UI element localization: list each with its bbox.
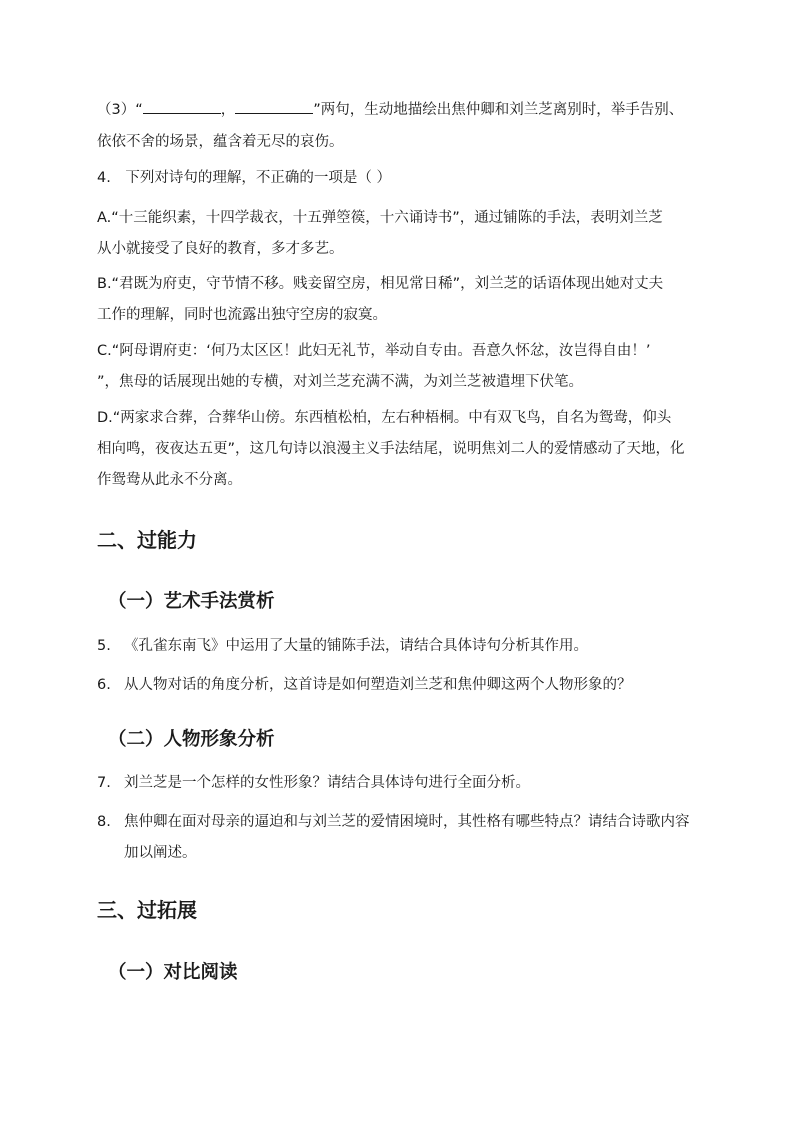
- q3-blank-2[interactable]: [235, 99, 313, 114]
- q8: [97, 812, 697, 832]
- section-2-sub-2-heading: （二）人物形象分析: [108, 729, 275, 750]
- q3-line2: 依依不舍的场景，蕴含着无尽的哀伤。: [97, 134, 344, 150]
- q6-number: 6.: [97, 677, 111, 693]
- q4-option-d-line2: 相向鸣，夜夜达五更”，这几句诗以浪漫主义手法结尾，说明焦刘二人的爱情感动了天地，化: [97, 441, 685, 457]
- q3-blank-1[interactable]: [143, 99, 221, 114]
- q5-number: 5.: [97, 638, 111, 654]
- q4-option-b-line2: 工作的理解，同时也流露出独守空房的寂寞。: [97, 307, 387, 323]
- q4-option-a-line2: 从小就接受了良好的教育，多才多艺。: [97, 241, 344, 257]
- q8-text-line1: 焦仲卿在面对母亲的逼迫和与刘兰芝的爱情困境时，其性格有哪些特点？请结合诗歌内容: [124, 814, 690, 830]
- q4-option-d-line1: D.“两家求合葬，合葬华山傍。东西植松柏，左右种梧桐。中有双飞鸟，自名为鸳鸯，仰头: [97, 410, 672, 426]
- section-3-heading: 三、过拓展: [97, 898, 197, 922]
- q4-option-b-line1: B.“君既为府吏，守节情不移。贱妾留空房，相见常日稀”，刘兰芝的话语体现出她对丈夫: [97, 276, 664, 292]
- q7-number: 7.: [97, 775, 111, 791]
- q4-option-c-line2: ”，焦母的话展现出她的专横，对刘兰芝充满不满，为刘兰芝被遣埋下伏笔。: [97, 374, 584, 390]
- q7-text: 刘兰芝是一个怎样的女性形象？请结合具体诗句进行全面分析。: [124, 775, 530, 791]
- q7: [97, 773, 697, 793]
- q6: [97, 675, 697, 695]
- q5: [97, 636, 697, 656]
- section-2-sub-1-heading: （一）艺术手法赏析: [108, 591, 275, 612]
- q4-option-c-line1: C.“阿母谓府吏：‘何乃太区区！此妇无礼节，举动自专由。吾意久怀忿，汝岂得自由！’: [97, 343, 651, 359]
- q8-text-line2: 加以阐述。: [124, 845, 197, 861]
- q5-text: 《孔雀东南飞》中运用了大量的铺陈手法，请结合具体诗句分析其作用。: [124, 638, 588, 654]
- q6-text: 从人物对话的角度分析，这首诗是如何塑造刘兰芝和焦仲卿这两个人物形象的？: [124, 677, 632, 693]
- q4-option-d-line3: 作鸳鸯从此永不分离。: [97, 472, 242, 488]
- section-2-heading: 二、过能力: [97, 528, 197, 552]
- q3-line1: [97, 99, 697, 120]
- q8-number: 8.: [97, 814, 111, 830]
- section-3-sub-1-heading: （一）对比阅读: [108, 962, 238, 983]
- q4-option-a-line1: A.“十三能织素，十四学裁衣，十五弹箜篌，十六诵诗书”，通过铺陈的手法，表明刘兰芝: [97, 210, 663, 226]
- q4-stem: 4. 下列对诗句的理解，不正确的一项是（ ）: [97, 170, 391, 186]
- q3-comma: ，: [220, 102, 236, 118]
- q3-prefix: （3）“: [97, 102, 143, 118]
- q3-suffix: ”两句，生动地描绘出焦仲卿和刘兰芝离别时，举手告别、: [313, 102, 684, 118]
